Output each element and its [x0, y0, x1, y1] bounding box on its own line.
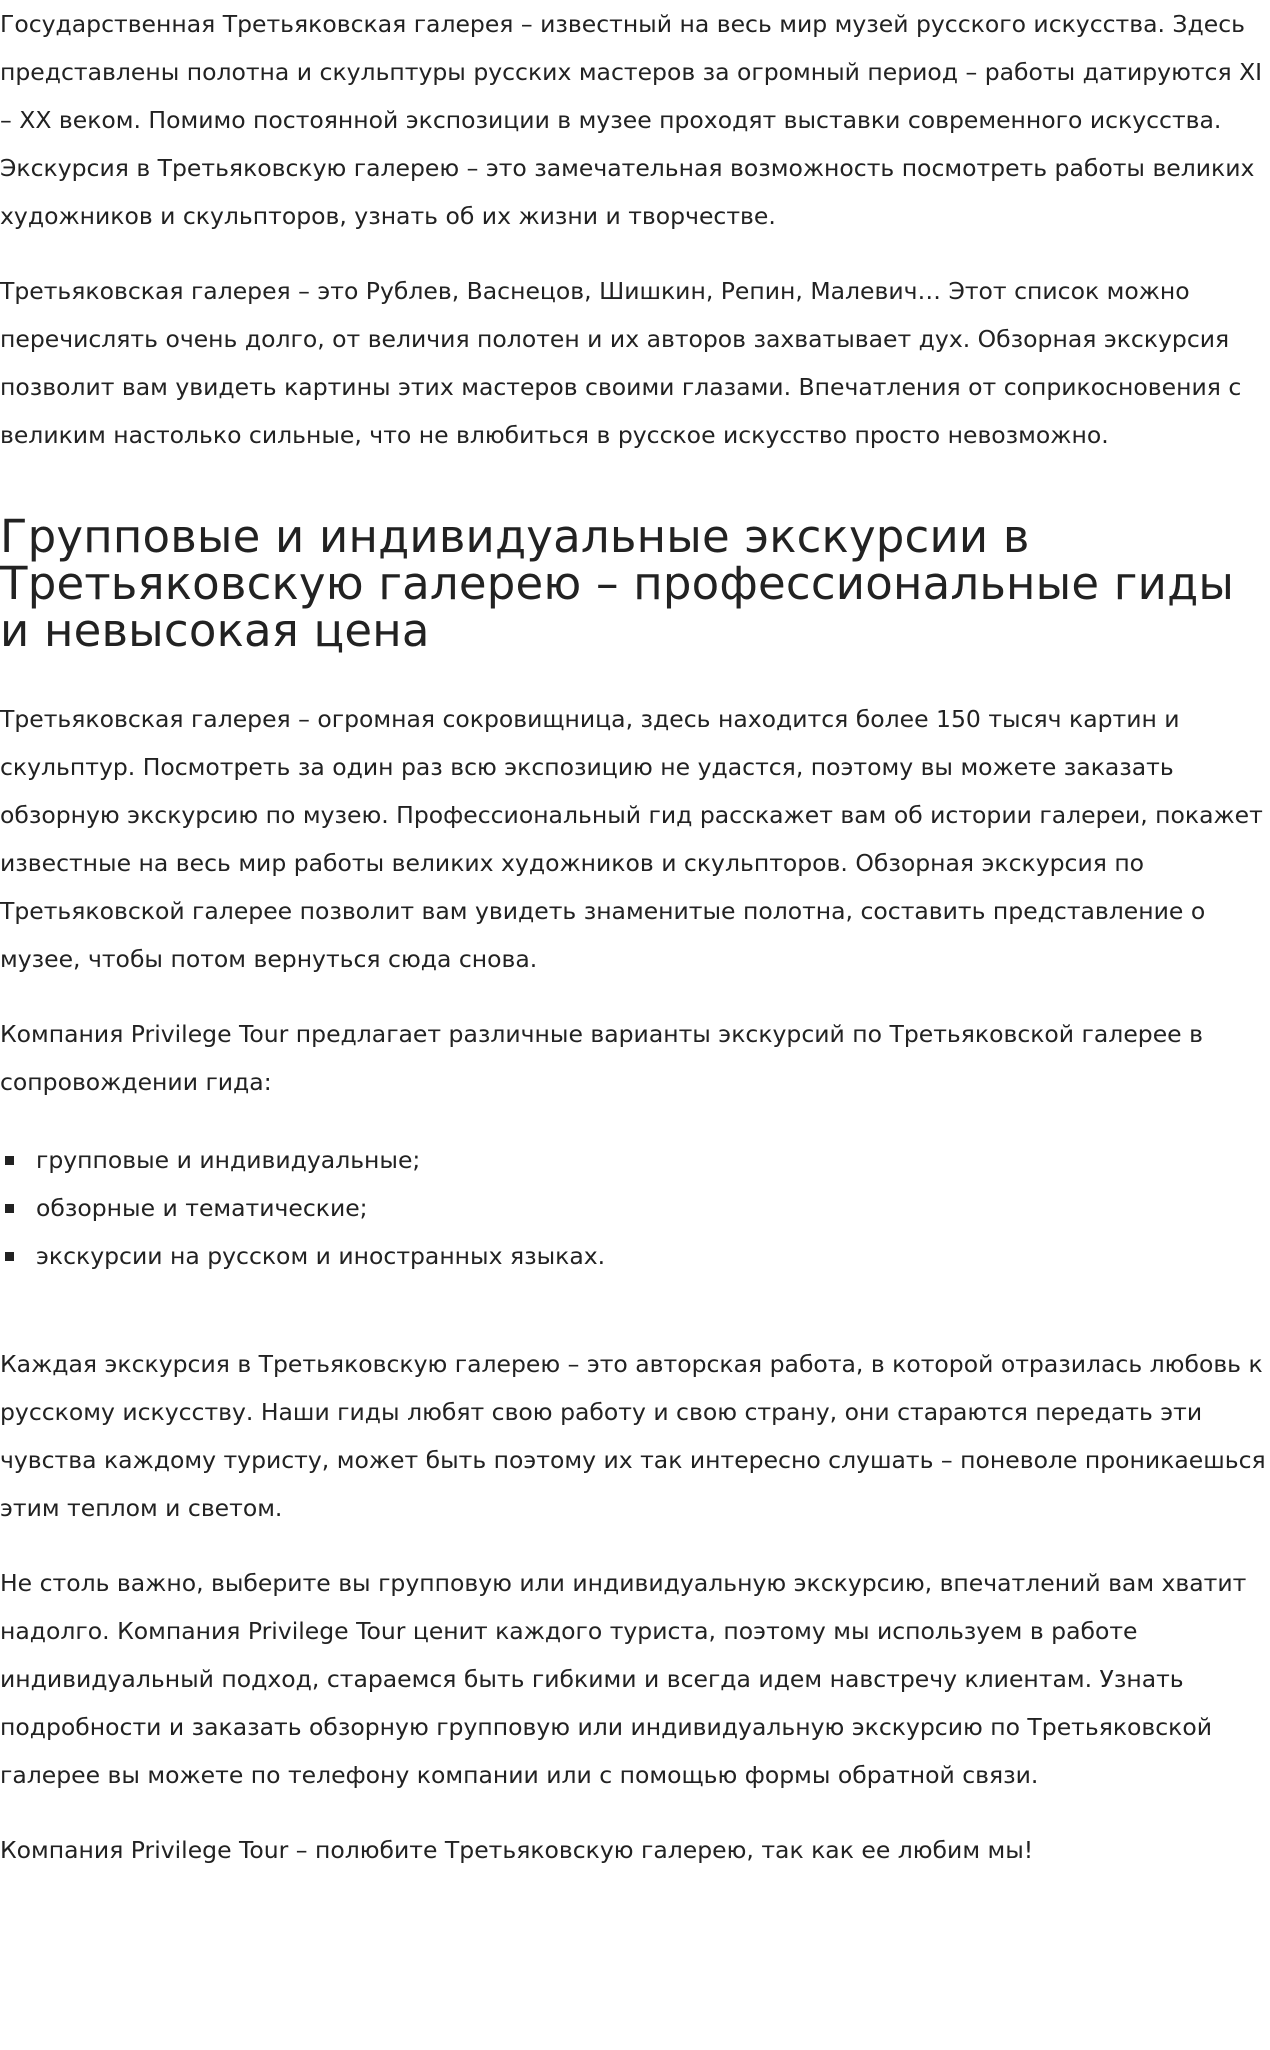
square-bullet-icon: [5, 1252, 14, 1261]
section-paragraph-5: Компания Privilege Tour – полюбите Третьяковскую галерею, так как ее любим мы!: [0, 1836, 1034, 1864]
section-paragraph-2: Компания Privilege Tour предлагает различные варианты экскурсий по Третьяковской галерее в сопровождении гида:: [0, 1020, 1203, 1096]
list-item: [0, 1136, 1268, 1184]
section-heading: Групповые и индивидуальные экскурсии в Третьяковскую галерею – профессиональные гиды и невысокая цена: [0, 510, 1235, 657]
list-item-text: групповые и индивидуальные;: [36, 1146, 421, 1174]
tour-types-list: [0, 1136, 1268, 1280]
list-item: [0, 1232, 1268, 1280]
intro-paragraph-1: Государственная Третьяковская галерея – известный на весь мир музей русского искусства. Здесь представлены полотна и скульптуры русских мастеров за огромный период – работы датируются XI – XX веком. Помимо постоянной экспозиции в музее проходят выставки современного искусства. Экскурсия в Третьяковскую галерею – это замечательная возможность посмотреть работы великих художников и скульпторов, узнать об их жизни и творчестве.: [0, 10, 1263, 230]
list-item-text: экскурсии на русском и иностранных языках.: [36, 1242, 606, 1270]
section-paragraph-1: Третьяковская галерея – огромная сокровищница, здесь находится более 150 тысяч картин и скульптур. Посмотреть за один раз всю экспозицию не удастся, поэтому вы можете заказать обзорную экскурсию по музею. Профессиональный гид расскажет вам об истории галереи, покажет известные на весь мир работы великих художников и скульпторов. Обзорная экскурсия по Третьяковской галерее позволит вам увидеть знаменитые полотна, составить представление о музее, чтобы потом вернуться сюда снова.: [0, 705, 1263, 973]
section-paragraph-4: Не столь важно, выберите вы групповую или индивидуальную экскурсию, впечатлений вам хватит надолго. Компания Privilege Tour ценит каждого туриста, поэтому мы используем в работе индивидуальный подход, стараемся быть гибкими и всегда идем навстречу клиентам. Узнать подробности и заказать обзорную групповую или индивидуальную экскурсию по Третьяковской галерее вы можете по телефону компании или с помощью формы обратной связи.: [0, 1569, 1247, 1789]
square-bullet-icon: [5, 1156, 14, 1165]
square-bullet-icon: [5, 1204, 14, 1213]
list-item: [0, 1184, 1268, 1232]
intro-paragraph-2: Третьяковская галерея – это Рублев, Васнецов, Шишкин, Репин, Малевич… Этот список можно перечислять очень долго, от величия полотен и их авторов захватывает дух. Обзорная экскурсия позволит вам увидеть картины этих мастеров своими глазами. Впечатления от соприкосновения с великим настолько сильные, что не влюбиться в русское искусство просто невозможно.: [0, 277, 1242, 449]
section-paragraph-3: Каждая экскурсия в Третьяковскую галерею – это авторская работа, в которой отразилась любовь к русскому искусству. Наши гиды любят свою работу и свою страну, они стараются передать эти чувства каждому туристу, может быть поэтому их так интересно слушать – поневоле проникаешься этим теплом и светом.: [0, 1350, 1266, 1522]
list-item-text: обзорные и тематические;: [36, 1194, 368, 1222]
